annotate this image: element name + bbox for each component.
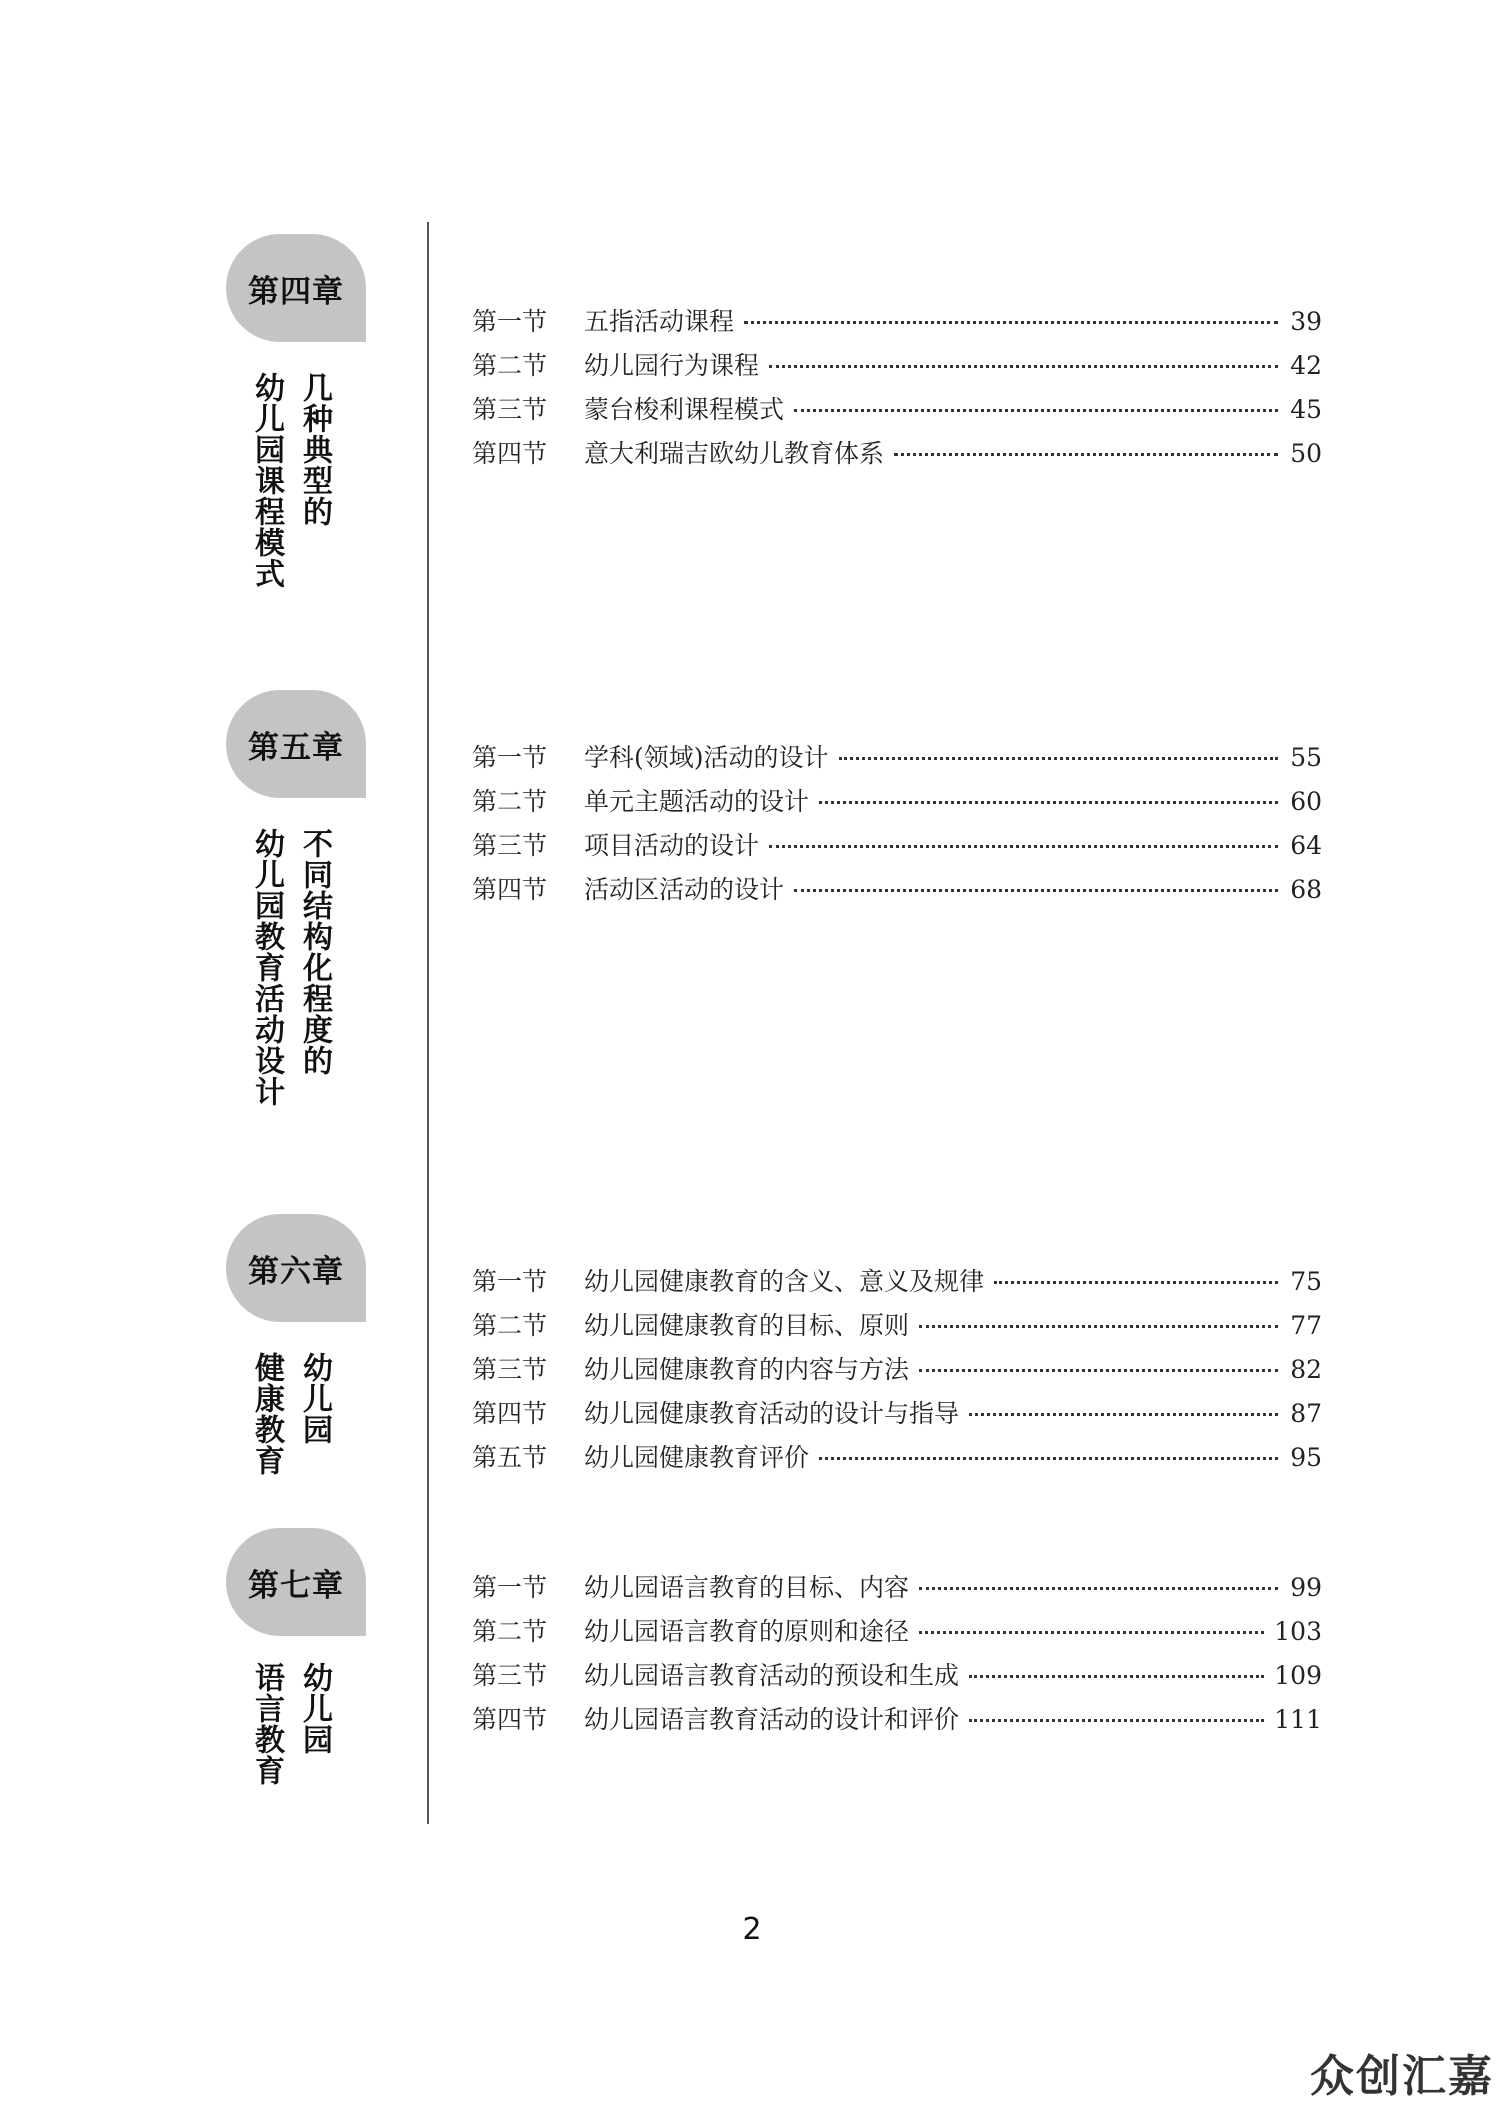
dot-leader: [744, 321, 1278, 324]
chapter-title: [246, 372, 366, 589]
toc-entry[interactable]: [472, 1350, 1322, 1394]
section-number: 第三节: [472, 1661, 548, 1690]
dot-leader: [969, 1413, 1278, 1416]
toc-entry[interactable]: [472, 1262, 1322, 1306]
toc-entry[interactable]: [472, 826, 1322, 870]
page-ref: 64: [1290, 831, 1322, 860]
page-number: 2: [742, 1912, 762, 1947]
section-title: 蒙台梭利课程模式: [584, 395, 785, 424]
page-ref: 95: [1290, 1443, 1322, 1472]
section-title: 幼儿园语言教育活动的设计和评价: [584, 1705, 960, 1734]
dot-leader: [769, 365, 1278, 368]
page-ref: 82: [1290, 1355, 1322, 1384]
chapter-4-toc: [472, 302, 1322, 478]
page-ref: 87: [1290, 1399, 1322, 1428]
page-ref: 77: [1290, 1311, 1322, 1340]
page-ref: 75: [1290, 1267, 1322, 1296]
section-title: 幼儿园健康教育的含义、意义及规律: [584, 1267, 985, 1296]
vertical-divider: [427, 222, 429, 1824]
page-ref: 109: [1274, 1661, 1322, 1690]
section-title: 学科(领域)活动的设计: [584, 743, 829, 772]
toc-entry[interactable]: [472, 1306, 1322, 1350]
page-ref: 55: [1290, 743, 1322, 772]
chapter-title-line: 不同结构化程度的: [297, 828, 332, 1076]
section-number: 第一节: [472, 307, 548, 336]
chapter-label: 第七章: [248, 1567, 344, 1604]
chapter-title-line: 幼儿园: [297, 1662, 332, 1755]
page-ref: 60: [1290, 787, 1322, 816]
dot-leader: [819, 801, 1278, 804]
section-title: 幼儿园健康教育评价: [584, 1443, 810, 1472]
page-ref: 42: [1290, 351, 1322, 380]
dot-leader: [919, 1325, 1278, 1328]
dot-leader: [969, 1675, 1264, 1678]
section-title: 幼儿园语言教育活动的预设和生成: [584, 1661, 960, 1690]
section-title: 幼儿园语言教育的原则和途径: [584, 1617, 910, 1646]
dot-leader: [994, 1281, 1278, 1284]
chapter-title: [246, 1662, 366, 1786]
chapter-title-line: 幼儿园教育活动设计: [249, 828, 284, 1107]
toc-entry[interactable]: [472, 302, 1322, 346]
toc-entry[interactable]: [472, 1612, 1322, 1656]
section-title: 幼儿园健康教育活动的设计与指导: [584, 1399, 960, 1428]
chapter-label: 第六章: [248, 1253, 344, 1290]
section-title: 幼儿园语言教育的目标、内容: [584, 1573, 910, 1602]
section-number: 第四节: [472, 439, 548, 468]
section-title: 意大利瑞吉欧幼儿教育体系: [584, 439, 885, 468]
section-number: 第一节: [472, 743, 548, 772]
page-ref: 111: [1274, 1705, 1322, 1734]
chapter-title-line: 健康教育: [249, 1352, 284, 1476]
toc-entry[interactable]: [472, 1656, 1322, 1700]
section-number: 第五节: [472, 1443, 548, 1472]
chapter-title: [246, 828, 366, 1107]
section-number: 第三节: [472, 1355, 548, 1384]
section-number: 第四节: [472, 1399, 548, 1428]
section-number: 第二节: [472, 351, 548, 380]
section-number: 第三节: [472, 831, 548, 860]
toc-entry[interactable]: [472, 434, 1322, 478]
chapter-badge: [226, 234, 366, 342]
toc-entry[interactable]: [472, 346, 1322, 390]
toc-entry[interactable]: [472, 390, 1322, 434]
chapter-7-toc: [472, 1568, 1322, 1744]
dot-leader: [794, 889, 1278, 892]
section-title: 幼儿园健康教育的内容与方法: [584, 1355, 910, 1384]
page-ref: 68: [1290, 875, 1322, 904]
dot-leader: [919, 1369, 1278, 1372]
dot-leader: [794, 409, 1278, 412]
chapter-title: [246, 1352, 366, 1476]
section-number: 第四节: [472, 875, 548, 904]
section-number: 第三节: [472, 395, 548, 424]
page-ref: 50: [1290, 439, 1322, 468]
section-number: 第四节: [472, 1705, 548, 1734]
dot-leader: [894, 453, 1278, 456]
chapter-5-toc: [472, 738, 1322, 914]
dot-leader: [919, 1631, 1264, 1634]
dot-leader: [969, 1719, 1264, 1722]
toc-entry[interactable]: [472, 1568, 1322, 1612]
page-ref: 45: [1290, 395, 1322, 424]
section-title: 幼儿园健康教育的目标、原则: [584, 1311, 910, 1340]
section-number: 第二节: [472, 1617, 548, 1646]
section-title: 五指活动课程: [584, 307, 735, 336]
chapter-title-line: 幼儿园课程模式: [249, 372, 284, 589]
toc-entry[interactable]: [472, 870, 1322, 914]
chapter-title-line: 语言教育: [249, 1662, 284, 1786]
toc-entry[interactable]: [472, 1438, 1322, 1482]
section-title: 幼儿园行为课程: [584, 351, 760, 380]
dot-leader: [919, 1587, 1278, 1590]
chapter-title-line: 幼儿园: [297, 1352, 332, 1445]
toc-entry[interactable]: [472, 782, 1322, 826]
toc-entry[interactable]: [472, 1394, 1322, 1438]
section-number: 第二节: [472, 1311, 548, 1340]
toc-entry[interactable]: [472, 1700, 1322, 1744]
page-ref: 103: [1274, 1617, 1322, 1646]
page-ref: 99: [1290, 1573, 1322, 1602]
dot-leader: [819, 1457, 1278, 1460]
chapter-label: 第五章: [248, 729, 344, 766]
section-number: 第一节: [472, 1267, 548, 1296]
chapter-badge: [226, 1528, 366, 1636]
watermark: 众创汇嘉: [1310, 2051, 1494, 2102]
section-number: 第一节: [472, 1573, 548, 1602]
chapter-6-toc: [472, 1262, 1322, 1482]
page-ref: 39: [1290, 307, 1322, 336]
chapter-label: 第四章: [248, 273, 344, 310]
section-title: 项目活动的设计: [584, 831, 760, 860]
chapter-badge: [226, 1214, 366, 1322]
chapter-title-line: 几种典型的: [297, 372, 332, 527]
section-title: 单元主题活动的设计: [584, 787, 810, 816]
dot-leader: [769, 845, 1278, 848]
section-number: 第二节: [472, 787, 548, 816]
chapter-badge: [226, 690, 366, 798]
toc-entry[interactable]: [472, 738, 1322, 782]
section-title: 活动区活动的设计: [584, 875, 785, 904]
dot-leader: [839, 757, 1278, 760]
